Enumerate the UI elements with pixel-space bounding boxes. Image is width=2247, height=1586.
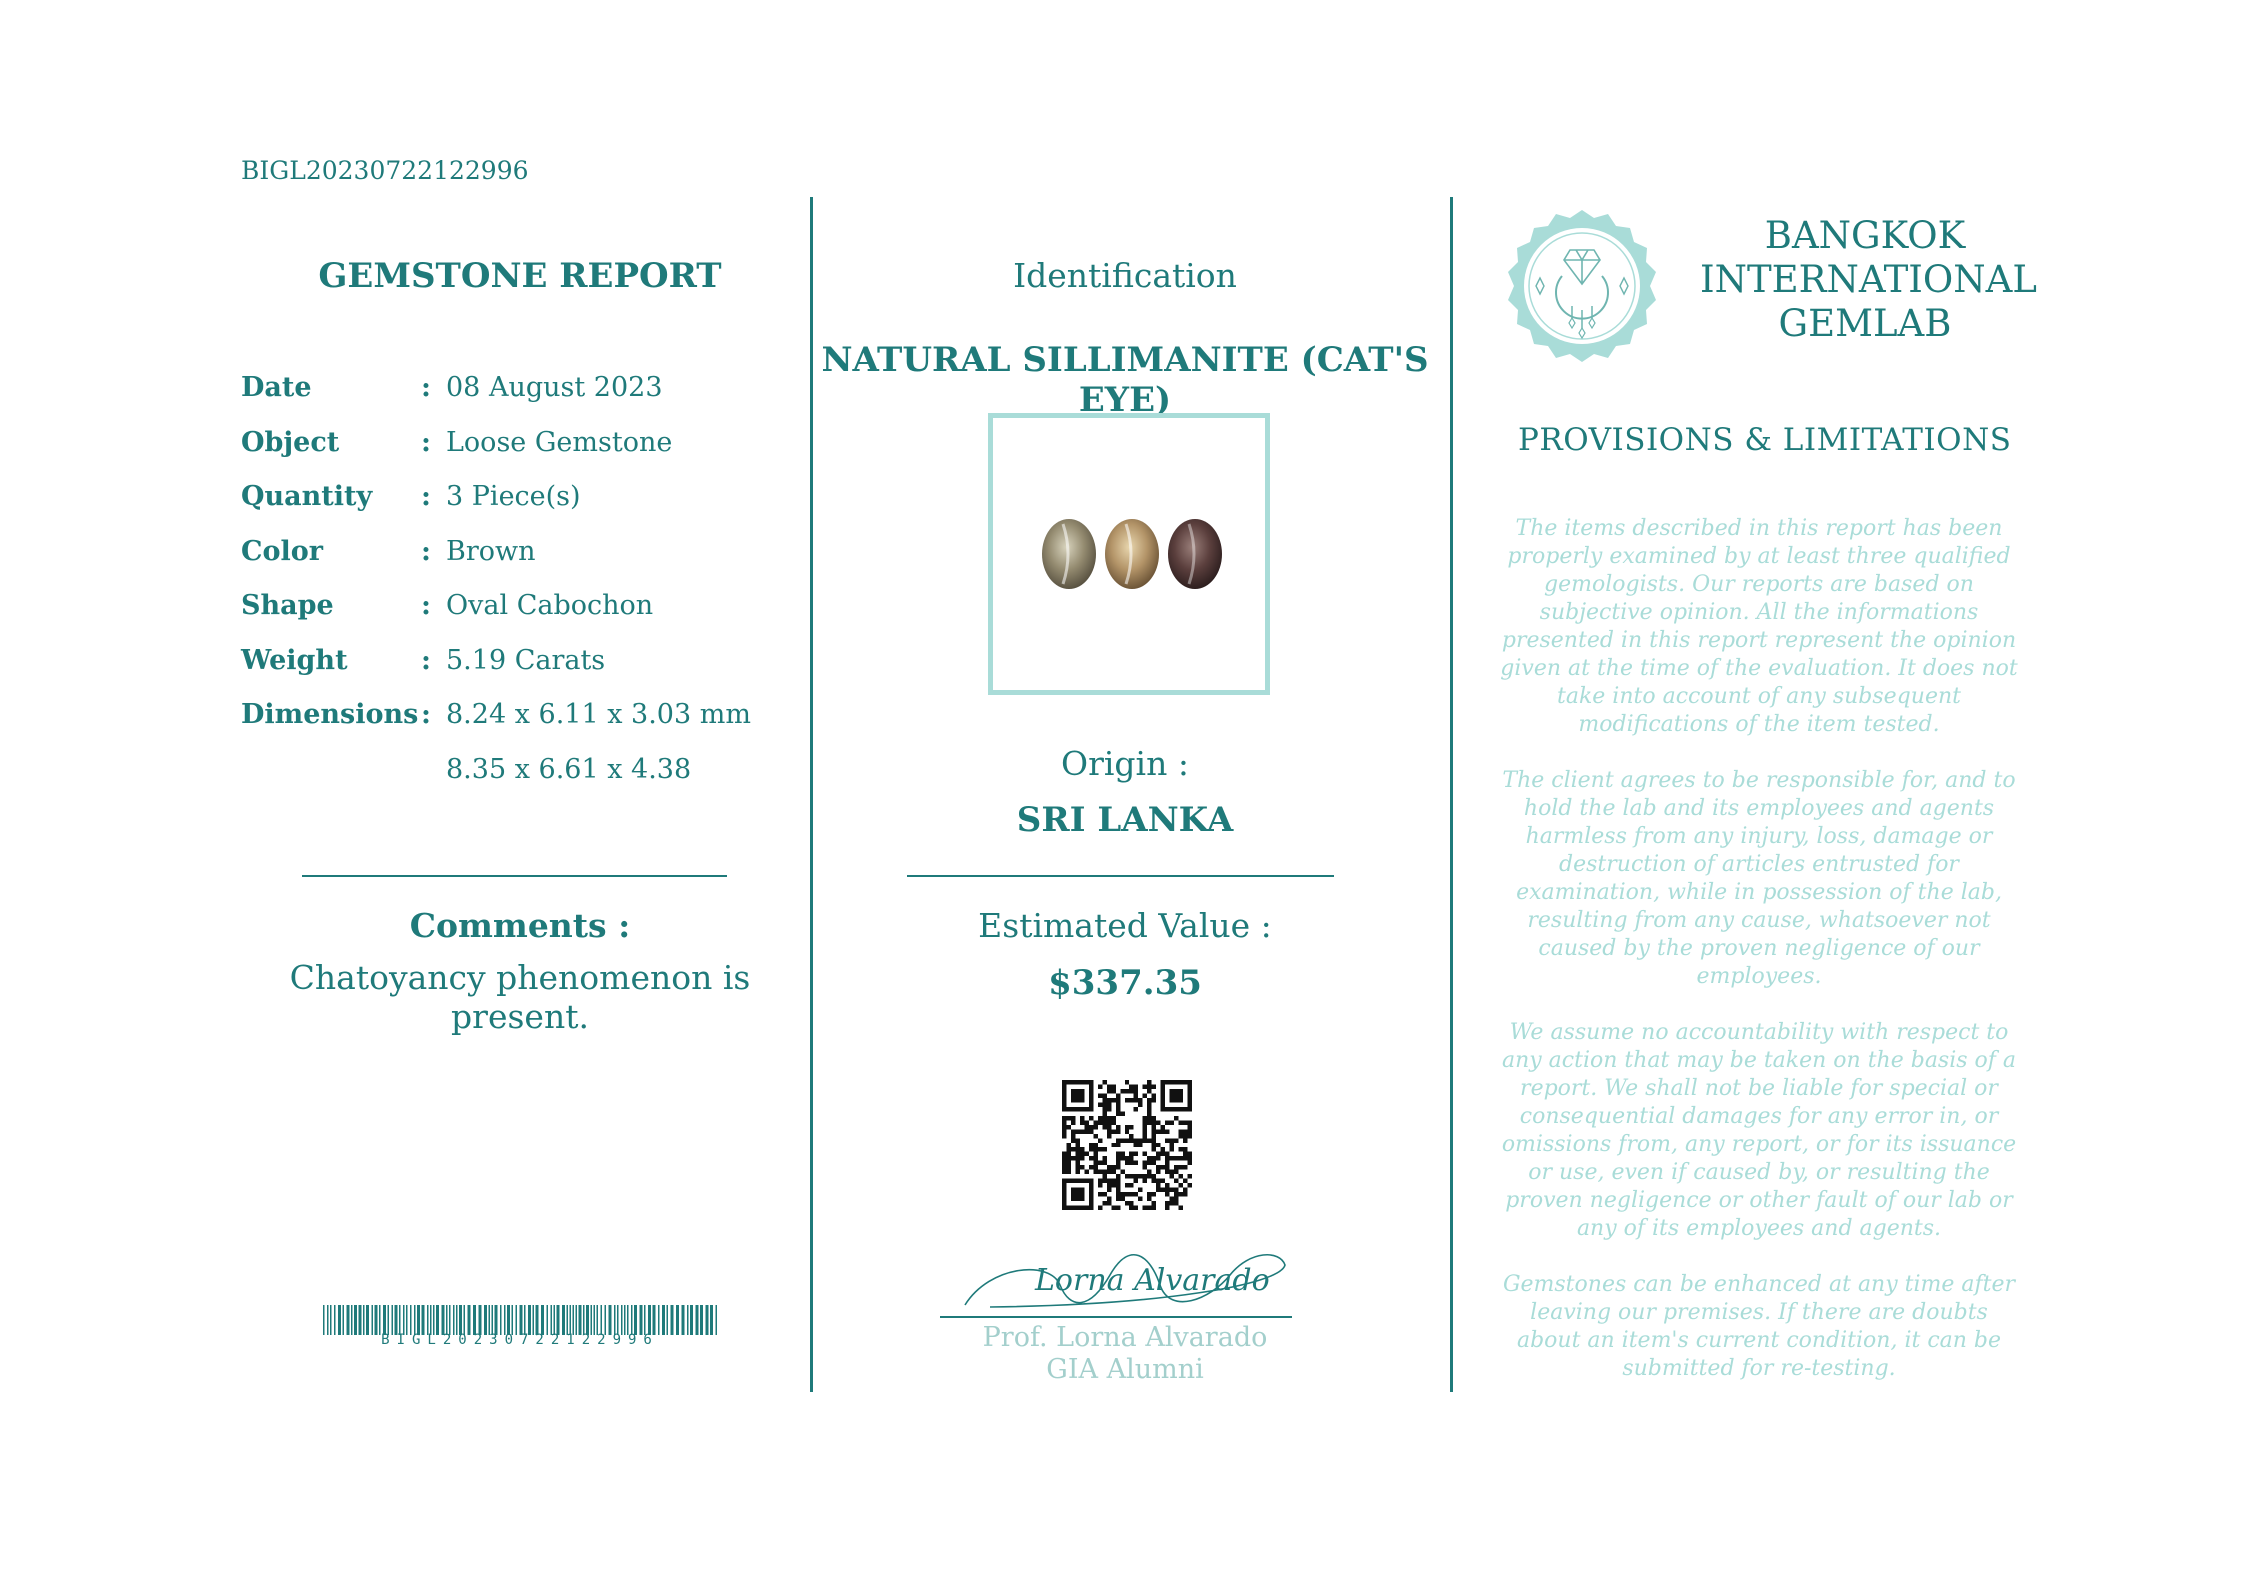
info-label: Color xyxy=(241,536,323,567)
info-label: Shape xyxy=(241,590,334,621)
info-value: Oval Cabochon xyxy=(446,590,654,621)
info-value: Loose Gemstone xyxy=(446,427,673,458)
info-colon: : xyxy=(421,590,431,621)
signature-text: Lorna Alvarado xyxy=(1035,1263,1270,1298)
estimated-value-amount: $337.35 xyxy=(1048,963,1202,1003)
barcode-icon xyxy=(323,1305,717,1335)
info-row-dimensions xyxy=(241,699,801,749)
signature-line xyxy=(940,1316,1292,1318)
provisions-paragraph: We assume no accountability with respect to any action that may be taken on the basis of a report. We shall not be liable for special or consequential damages for any error in, or omissions from, any report, or for its issuance or use, even if caused by, or resulting the proven negligence or other fault of our lab or any of its employees and agents. xyxy=(1501,1020,2017,1241)
signer-name: Prof. Lorna Alvarado xyxy=(982,1322,1268,1353)
info-label: Quantity xyxy=(241,481,373,512)
report-number: BIGL20230722122996 xyxy=(241,156,529,185)
barcode-number: BIGL20230722122996 xyxy=(381,1332,659,1348)
provisions-paragraph: The client agrees to be responsible for, and to hold the lab and its employees and agents harmless from any injury, loss, damage or destruction of articles entrusted for examination, while in possession of the lab, resulting from any cause, whatsoever not caused by the proven negligence of our employees. xyxy=(1502,768,2016,989)
info-label: Weight xyxy=(241,645,348,676)
column-divider-right xyxy=(1450,197,1453,1392)
origin-value: SRI LANKA xyxy=(1016,800,1234,840)
info-colon: : xyxy=(421,427,431,458)
signature xyxy=(960,1245,1290,1315)
info-colon: : xyxy=(421,372,431,403)
provisions-title: PROVISIONS & LIMITATIONS xyxy=(1518,422,2012,458)
info-row-quantity xyxy=(241,481,801,531)
info-label: Date xyxy=(241,372,312,403)
info-row-weight xyxy=(241,645,801,695)
lab-name-line-2: INTERNATIONAL xyxy=(1700,258,2037,301)
info-row-shape xyxy=(241,590,801,640)
info-colon: : xyxy=(421,481,431,512)
gemstones-image xyxy=(993,418,1265,690)
lab-name-line-3: GEMLAB xyxy=(1778,302,1952,345)
left-divider xyxy=(302,875,727,877)
info-label: Dimensions xyxy=(241,699,419,730)
info-value: Brown xyxy=(446,536,536,567)
identification-label: Identification xyxy=(1013,256,1237,295)
info-row-dimensions-2 xyxy=(241,754,801,804)
info-row-object xyxy=(241,427,801,477)
info-row-color xyxy=(241,536,801,586)
origin-label: Origin : xyxy=(1061,744,1189,783)
info-row-date xyxy=(241,372,801,422)
crystal-moon-seal-icon xyxy=(1502,206,1662,366)
report-title: GEMSTONE REPORT xyxy=(318,256,722,296)
info-value: 5.19 Carats xyxy=(446,645,606,676)
info-value: 08 August 2023 xyxy=(446,372,663,403)
info-value: 8.35 x 6.61 x 4.38 xyxy=(446,754,692,785)
identification-value: NATURAL SILLIMANITE (CAT'S EYE) xyxy=(821,340,1429,420)
estimated-value-label: Estimated Value : xyxy=(978,906,1272,945)
qr-code-icon xyxy=(1062,1080,1192,1210)
signer-title: GIA Alumni xyxy=(1046,1354,1204,1385)
provisions-paragraph: Gemstones can be enhanced at any time after leaving our premises. If there are doubts about an item's current condition, it can be submitted for re-testing. xyxy=(1502,1272,2016,1381)
gemstone-photo xyxy=(988,413,1270,695)
lab-name-line-1: BANGKOK xyxy=(1764,214,1966,257)
info-label: Object xyxy=(241,427,340,458)
info-colon: : xyxy=(421,536,431,567)
info-value: 8.24 x 6.11 x 3.03 mm xyxy=(446,699,751,730)
provisions-text xyxy=(1498,515,2020,1411)
info-colon: : xyxy=(421,699,431,730)
comments-title: Comments : xyxy=(409,906,631,945)
provisions-paragraph: The items described in this report has been properly examined by at least three qualified gemologists. Our reports are based on subjective opinion. All the informations presented in this report represent the opinion given at the time of the evaluation. It does not take into account of any subsequent modifications of the item tested. xyxy=(1500,516,2018,737)
lab-name xyxy=(1700,214,2037,346)
info-value: 3 Piece(s) xyxy=(446,481,581,512)
middle-divider xyxy=(907,875,1334,877)
info-colon: : xyxy=(421,645,431,676)
comments-text: Chatoyancy phenomenon is present. xyxy=(289,958,751,1036)
